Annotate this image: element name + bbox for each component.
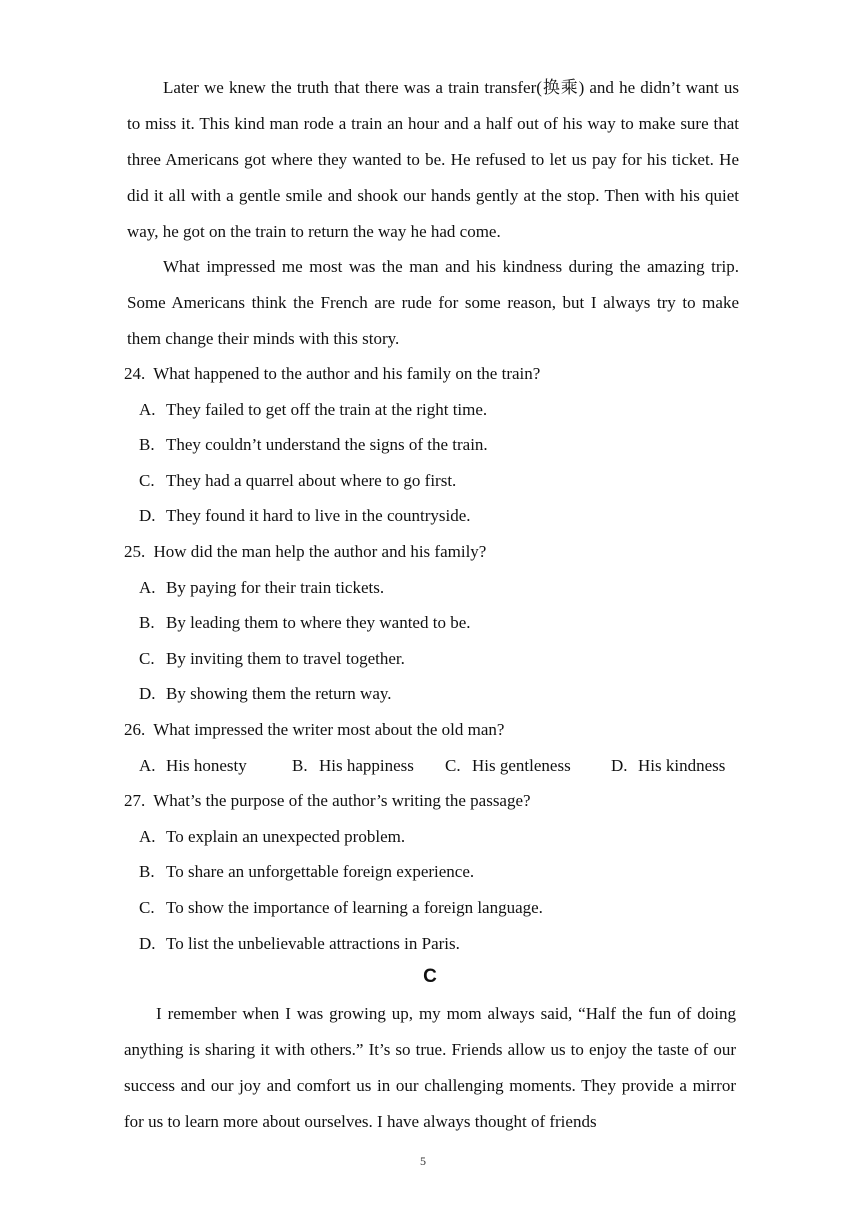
question-25-option-c	[124, 641, 744, 677]
option-letter: A.	[139, 826, 156, 846]
option-text: By showing them the return way.	[166, 684, 392, 704]
option-letter: D.	[611, 755, 628, 775]
option-letter: D.	[139, 506, 156, 526]
question-26-option-a	[139, 748, 292, 784]
option-letter: A.	[139, 577, 156, 597]
option-text: His gentleness	[472, 755, 571, 775]
option-text: They found it hard to live in the countryside.	[166, 506, 471, 526]
option-letter: B.	[292, 755, 308, 775]
question-24-option-a	[124, 392, 744, 428]
question-text: What’s the purpose of the author’s writing the passage?	[153, 791, 531, 811]
option-letter: B.	[139, 435, 155, 455]
option-text: They couldn’t understand the signs of the train.	[166, 435, 488, 455]
question-26-option-c	[445, 748, 611, 784]
option-text: By paying for their train tickets.	[166, 577, 385, 597]
option-text: His honesty	[166, 755, 247, 775]
option-letter: B.	[139, 613, 155, 633]
option-text: To list the unbelievable attractions in Paris.	[166, 933, 460, 953]
option-letter: C.	[139, 648, 155, 668]
question-27-option-c	[124, 890, 744, 926]
question-24-option-b	[124, 427, 744, 463]
question-number: 26.	[124, 719, 146, 739]
option-letter: C.	[445, 755, 461, 775]
question-26	[124, 712, 744, 748]
question-25-option-d	[124, 676, 744, 712]
question-25	[124, 534, 744, 570]
question-number: 27.	[124, 791, 146, 811]
question-number: 25.	[124, 541, 146, 561]
question-27	[124, 783, 744, 819]
option-text: They failed to get off the train at the right time.	[166, 399, 488, 419]
passage-b-paragraph-2: What impressed me most was the man and his kindness during the amazing trip. Some Americans think the French are rude for some reason, but I always try to make them change their minds with this story.	[127, 257, 739, 348]
option-text: To explain an unexpected problem.	[166, 826, 406, 846]
option-letter: D.	[139, 933, 156, 953]
option-text: To share an unforgettable foreign experience.	[166, 862, 475, 882]
option-letter: B.	[139, 862, 155, 882]
question-list	[124, 356, 744, 961]
question-27-option-a	[124, 819, 744, 855]
page-number: 5	[420, 1154, 426, 1168]
question-24	[124, 356, 744, 392]
question-27-option-d	[124, 926, 744, 962]
section-c-heading: C	[423, 966, 437, 987]
question-26-option-b	[292, 748, 445, 784]
question-26-options	[124, 748, 744, 784]
passage-b-paragraph-1: Later we knew the truth that there was a train transfer(换乘) and he didn’t want us to miss it. This kind man rode a train an hour and a half out of his way to make sure that three Americans got where they wanted to be. He refused to let us pay for his ticket. He did it all with a gentle smile and shook our hands gently at the stop. Then with his quiet way, he got on the train to return the way he had come.	[127, 78, 739, 241]
question-26-option-d	[611, 748, 725, 784]
question-24-option-c	[124, 463, 744, 499]
option-text: To show the importance of learning a foreign language.	[166, 897, 543, 917]
section-c-paragraph-1: I remember when I was growing up, my mom always said, “Half the fun of doing anything is sharing it with others.” It’s so true. Friends allow us to enjoy the taste of our success and our joy and comfort us in our challenging moments. They provide a mirror for us to learn more about ourselves. I have always thought of friends	[124, 1004, 736, 1131]
question-text: How did the man help the author and his family?	[153, 541, 487, 561]
question-text: What happened to the author and his family on the train?	[153, 364, 541, 383]
option-letter: D.	[139, 684, 156, 704]
option-letter: C.	[139, 897, 155, 917]
question-text: What impressed the writer most about the old man?	[153, 719, 505, 739]
question-27-option-b	[124, 854, 744, 890]
option-letter: C.	[139, 470, 155, 490]
question-25-option-b	[124, 605, 744, 641]
question-24-option-d	[124, 498, 744, 534]
option-text: By leading them to where they wanted to be.	[166, 613, 471, 633]
option-text: They had a quarrel about where to go first.	[166, 470, 457, 490]
question-25-option-a	[124, 570, 744, 606]
option-text: His happiness	[319, 755, 414, 775]
option-text: His kindness	[638, 755, 726, 775]
option-letter: A.	[139, 399, 156, 419]
option-letter: A.	[139, 755, 156, 775]
question-number: 24.	[124, 364, 146, 383]
option-text: By inviting them to travel together.	[166, 648, 405, 668]
